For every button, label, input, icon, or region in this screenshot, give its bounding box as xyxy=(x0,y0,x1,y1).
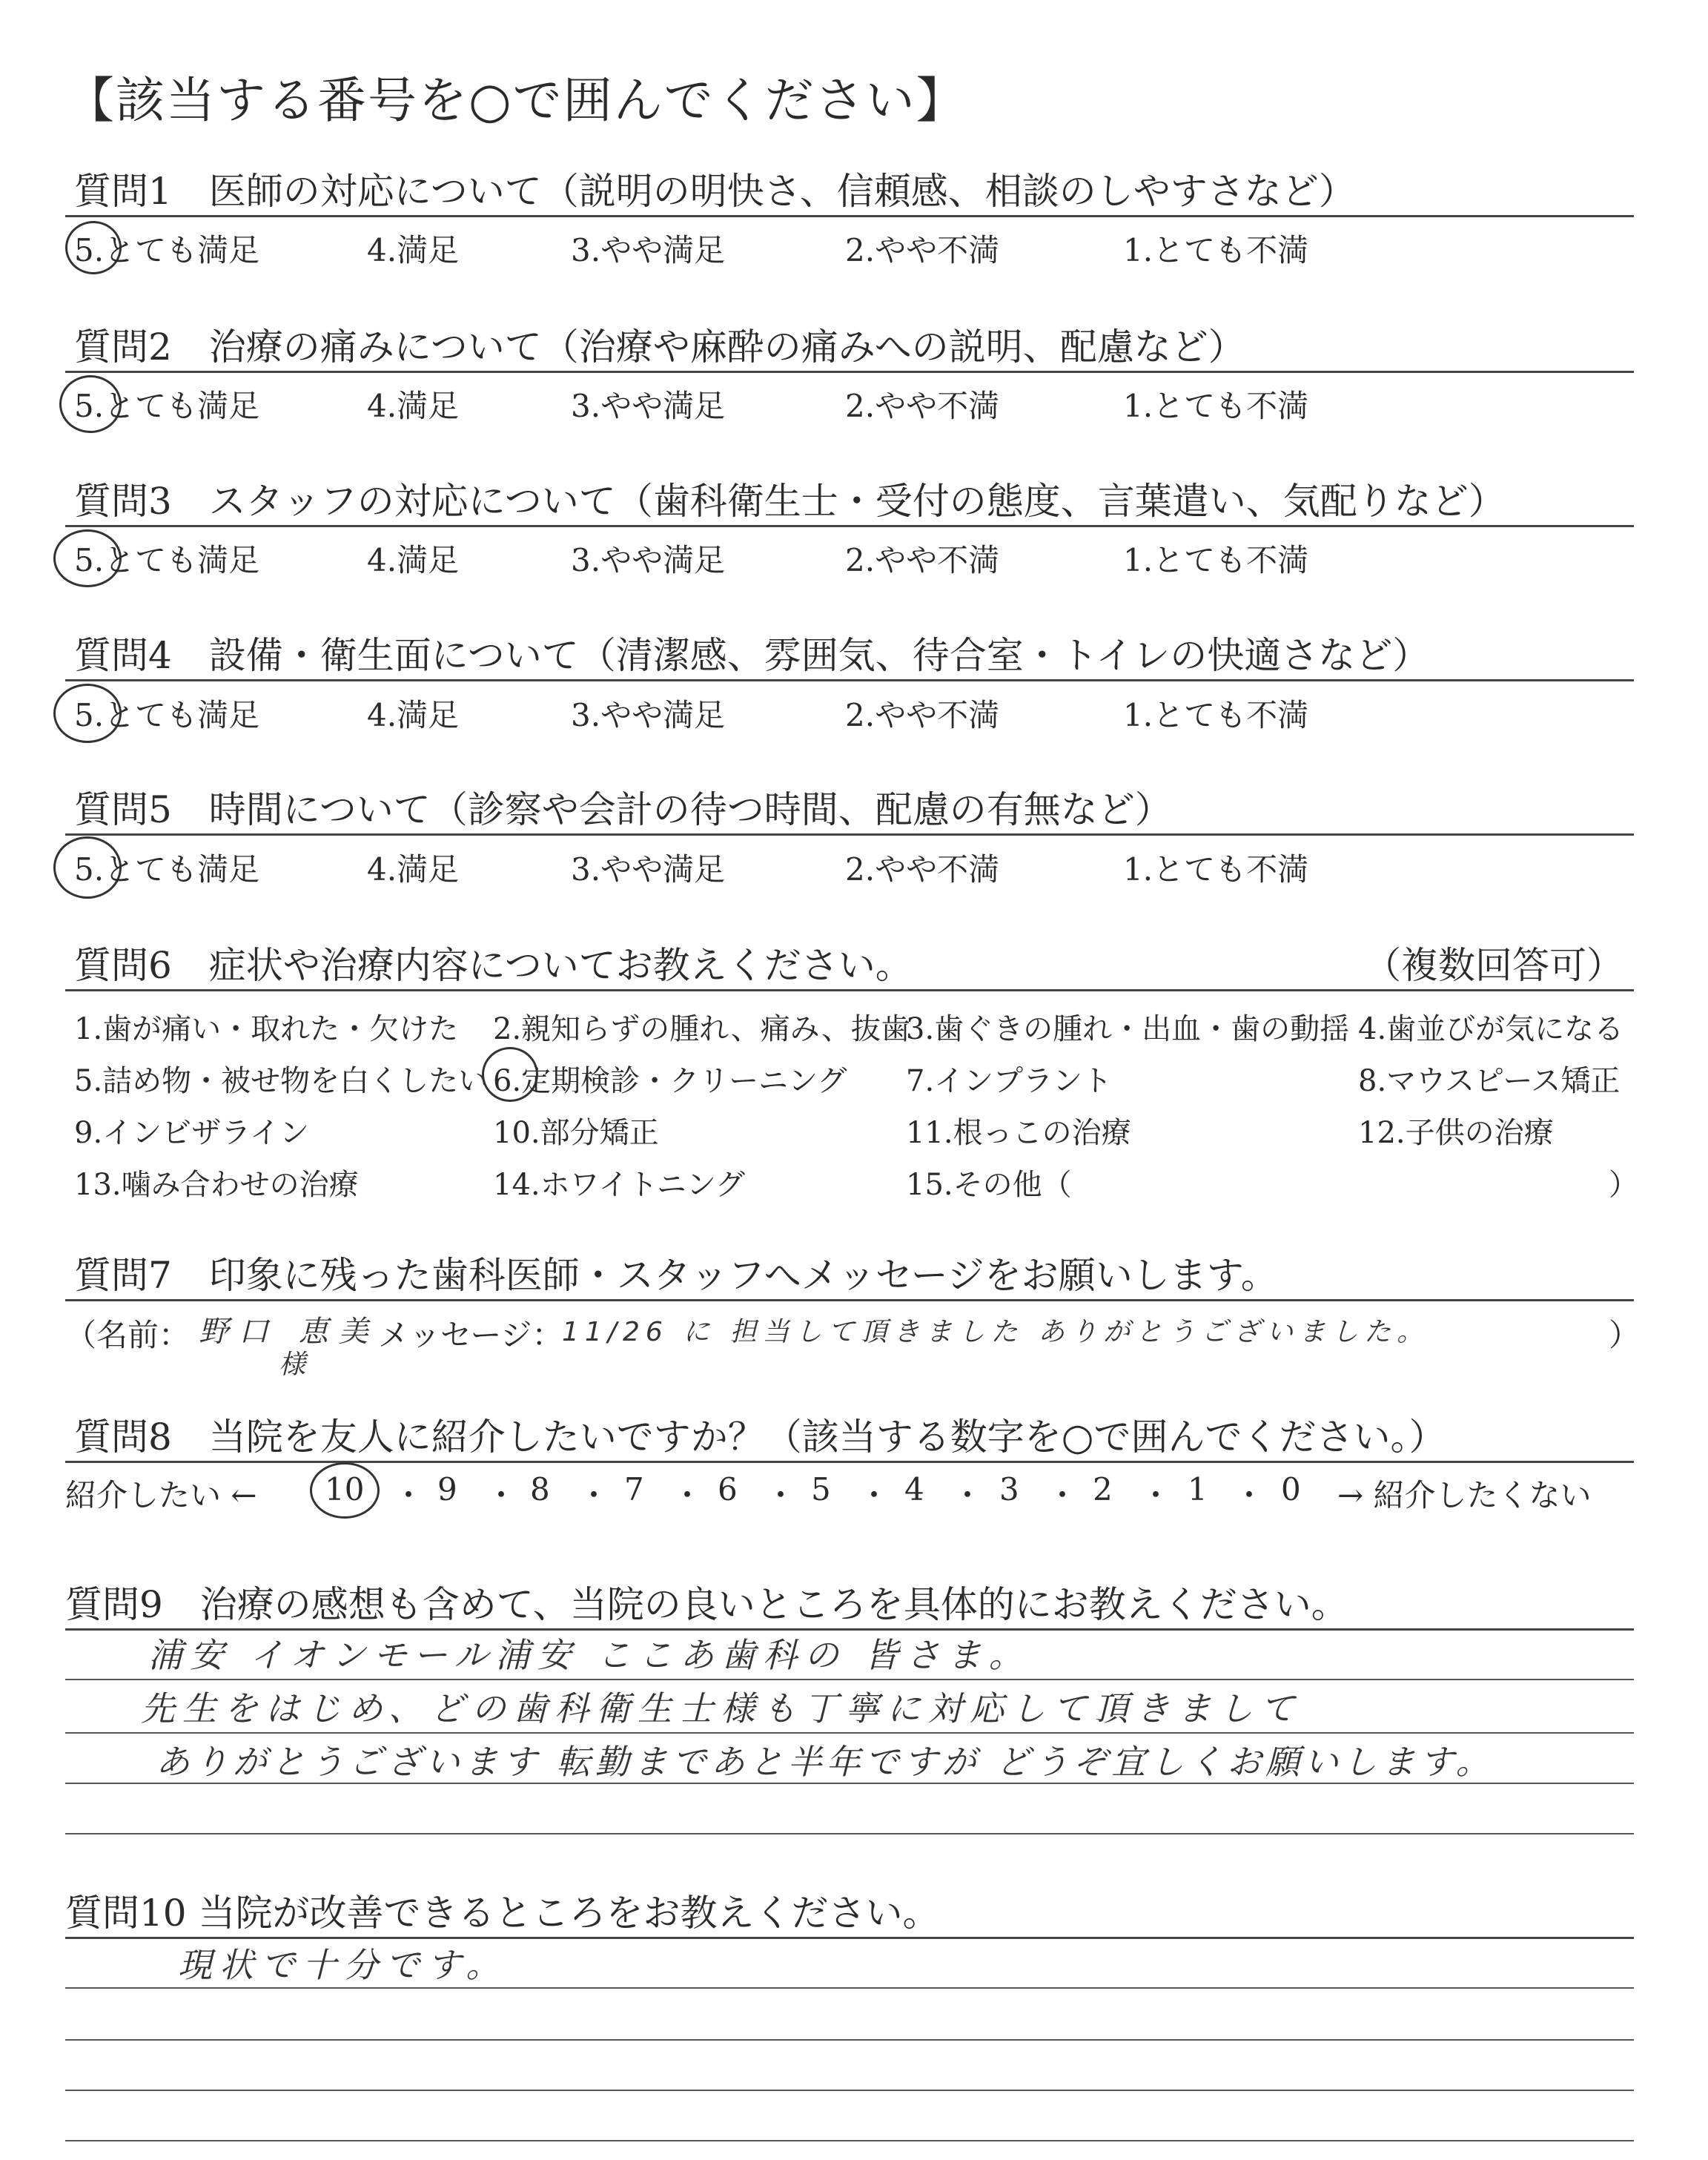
q2-option-4[interactable]: 4.満足 xyxy=(367,388,460,424)
q10-title: 質問10 当院が改善できるところをお教えください。 xyxy=(65,1892,940,1935)
q4-option-2[interactable]: 2.やや不満 xyxy=(845,697,1000,733)
q2-option-1[interactable]: 1.とても不満 xyxy=(1123,388,1309,424)
q7-title: 質問7 印象に残った歯科医師・スタッフへメッセージをお願いします。 xyxy=(74,1254,1278,1297)
q10-answer-rule xyxy=(65,1987,1634,1989)
q6-title: 質問6 症状や治療内容についてお教えください。 xyxy=(74,944,913,987)
q4-option-3[interactable]: 3.やや満足 xyxy=(571,697,726,733)
q6-option-11[interactable]: 11.根っこの治療 xyxy=(906,1116,1131,1150)
q10-answer-rule xyxy=(65,2090,1634,2091)
q6-option-9[interactable]: 9.インビザライン xyxy=(74,1116,309,1150)
q9-answer-line-3[interactable]: ありがとうございます 転勤まであと半年ですが どうぞ宜しくお願いします。 xyxy=(156,1742,1494,1782)
q8-scale-5[interactable]: 5 xyxy=(811,1471,831,1507)
q8-scale-sep: ・ xyxy=(578,1477,610,1513)
q3-option-2[interactable]: 2.やや不満 xyxy=(845,542,1000,578)
q1-option-1[interactable]: 1.とても不満 xyxy=(1123,232,1309,268)
q8-scale-10[interactable]: 10 xyxy=(325,1471,365,1507)
q7-name-value[interactable]: 野口 恵美 xyxy=(199,1315,379,1349)
q3-option-1[interactable]: 1.とても不満 xyxy=(1123,542,1309,578)
form-header: 【該当する番号を○で囲んでください】 xyxy=(65,72,967,129)
q9-answer-rule xyxy=(65,1679,1634,1680)
q8-scale-sep: ・ xyxy=(486,1477,517,1513)
q7-message-label: メッセージ： xyxy=(378,1317,563,1353)
q6-option-5[interactable]: 5.詰め物・被せ物を白くしたい xyxy=(74,1064,489,1098)
q8-rule xyxy=(65,1461,1634,1463)
q3-option-5[interactable]: 5.とても満足 xyxy=(74,542,260,578)
q8-scale-sep: ・ xyxy=(393,1477,425,1513)
q8-scale-0[interactable]: 0 xyxy=(1281,1471,1301,1507)
q7-message-value[interactable]: 11/26 に 担当して頂きました ありがとうございました。 xyxy=(562,1317,1430,1347)
q8-scale-sep: ・ xyxy=(1047,1477,1079,1513)
q9-answer-line-1[interactable]: 浦安 イオンモール浦安 ここあ歯科の 皆さま。 xyxy=(148,1635,1030,1675)
q8-scale-7[interactable]: 7 xyxy=(624,1471,644,1507)
q1-rule xyxy=(65,215,1634,217)
q8-scale-2[interactable]: 2 xyxy=(1093,1471,1113,1507)
q6-option-10[interactable]: 10.部分矯正 xyxy=(493,1116,659,1150)
q6-option-6[interactable]: 6.定期検診・クリーニング xyxy=(493,1064,847,1098)
q4-option-1[interactable]: 1.とても不満 xyxy=(1123,697,1309,733)
q3-option-3[interactable]: 3.やや満足 xyxy=(571,542,726,578)
q4-option-4[interactable]: 4.満足 xyxy=(367,697,460,733)
q7-rule xyxy=(65,1299,1634,1301)
q8-scale-sep: ・ xyxy=(952,1477,984,1513)
q9-title: 質問9 治療の感想も含めて、当院の良いところを具体的にお教えください。 xyxy=(65,1583,1348,1626)
q7-name-suffix: 様 xyxy=(279,1350,314,1380)
q9-answer-line-2[interactable]: 先生をはじめ、どの歯科衛生士様も丁寧に対応して頂きまして xyxy=(141,1688,1302,1728)
q10-answer-rule xyxy=(65,2140,1634,2141)
q3-title: 質問3 スタッフの対応について（歯科衛生士・受付の態度、言葉遣い、気配りなど） xyxy=(74,480,1506,523)
q10-answer-rule xyxy=(65,2039,1634,2041)
q6-option-7[interactable]: 7.インプラント xyxy=(906,1064,1113,1098)
q8-scale-8[interactable]: 8 xyxy=(530,1471,550,1507)
q6-rule xyxy=(65,989,1634,991)
q6-note: （複数回答可） xyxy=(1364,944,1623,987)
q6-option-2[interactable]: 2.親知らずの腫れ、痛み、抜歯 xyxy=(493,1012,910,1046)
q2-rule xyxy=(65,371,1634,373)
q9-answer-rule xyxy=(65,1783,1634,1784)
q8-scale-sep: ・ xyxy=(672,1477,704,1513)
q5-rule xyxy=(65,833,1634,836)
q5-option-3[interactable]: 3.やや満足 xyxy=(571,851,726,888)
q8-scale-9[interactable]: 9 xyxy=(437,1471,457,1507)
q6-option-15-close: ） xyxy=(1609,1168,1638,1202)
q4-rule xyxy=(65,679,1634,681)
q4-title: 質問4 設備・衛生面について（清潔感、雰囲気、待合室・トイレの快適さなど） xyxy=(74,634,1430,677)
q8-scale-6[interactable]: 6 xyxy=(718,1471,738,1507)
q8-scale-sep: ・ xyxy=(1234,1477,1265,1513)
q1-title: 質問1 医師の対応について（説明の明快さ、信頼感、相談のしやすさなど） xyxy=(74,170,1356,213)
q9-answer-rule xyxy=(65,1833,1634,1834)
q3-option-4[interactable]: 4.満足 xyxy=(367,542,460,578)
q8-scale-sep: ・ xyxy=(858,1477,890,1513)
q6-option-3[interactable]: 3.歯ぐきの腫れ・出血・歯の動揺 xyxy=(906,1012,1350,1046)
q6-option-12[interactable]: 12.子供の治療 xyxy=(1358,1116,1554,1150)
q6-option-1[interactable]: 1.歯が痛い・取れた・欠けた xyxy=(74,1012,459,1046)
q2-title: 質問2 治療の痛みについて（治療や麻酔の痛みへの説明、配慮など） xyxy=(74,326,1245,369)
q7-name-label: （名前： xyxy=(65,1317,191,1353)
q5-option-5[interactable]: 5.とても満足 xyxy=(74,851,260,888)
q8-right-label: → 紹介したくない xyxy=(1337,1477,1592,1513)
q8-scale-sep: ・ xyxy=(765,1477,797,1513)
q2-option-2[interactable]: 2.やや不満 xyxy=(845,388,1000,424)
q8-title: 質問8 当院を友人に紹介したいですか？（該当する数字を○で囲んでください。） xyxy=(74,1416,1446,1459)
q9-answer-rule xyxy=(65,1732,1634,1734)
q1-option-2[interactable]: 2.やや不満 xyxy=(845,232,1000,268)
q8-scale-sep: ・ xyxy=(1140,1477,1172,1513)
q8-scale-1[interactable]: 1 xyxy=(1188,1471,1208,1507)
q6-option-13[interactable]: 13.噛み合わせの治療 xyxy=(74,1168,359,1202)
q8-left-label: 紹介したい ← xyxy=(65,1477,257,1513)
q1-option-5[interactable]: 5.とても満足 xyxy=(74,232,260,268)
q5-option-4[interactable]: 4.満足 xyxy=(367,851,460,888)
q2-option-3[interactable]: 3.やや満足 xyxy=(571,388,726,424)
q2-option-5[interactable]: 5.とても満足 xyxy=(74,388,260,424)
q4-option-5[interactable]: 5.とても満足 xyxy=(74,697,260,733)
q6-option-14[interactable]: 14.ホワイトニング xyxy=(493,1168,746,1202)
q10-answer-line-1[interactable]: 現状で十分です。 xyxy=(178,1945,508,1985)
q5-option-1[interactable]: 1.とても不満 xyxy=(1123,851,1309,888)
q3-rule xyxy=(65,525,1634,527)
q6-option-15[interactable]: 15.その他（ xyxy=(906,1168,1072,1202)
q1-option-4[interactable]: 4.満足 xyxy=(367,232,460,268)
q5-option-2[interactable]: 2.やや不満 xyxy=(845,851,1000,888)
q6-option-4[interactable]: 4.歯並びが気になる xyxy=(1358,1012,1624,1046)
q1-option-3[interactable]: 3.やや満足 xyxy=(571,232,726,268)
q8-scale-3[interactable]: 3 xyxy=(999,1471,1019,1507)
q6-option-8[interactable]: 8.マウスピース矯正 xyxy=(1358,1064,1621,1098)
q5-title: 質問5 時間について（診察や会計の待つ時間、配慮の有無など） xyxy=(74,788,1172,831)
q8-scale-4[interactable]: 4 xyxy=(904,1471,924,1507)
q7-close: ） xyxy=(1609,1317,1641,1353)
